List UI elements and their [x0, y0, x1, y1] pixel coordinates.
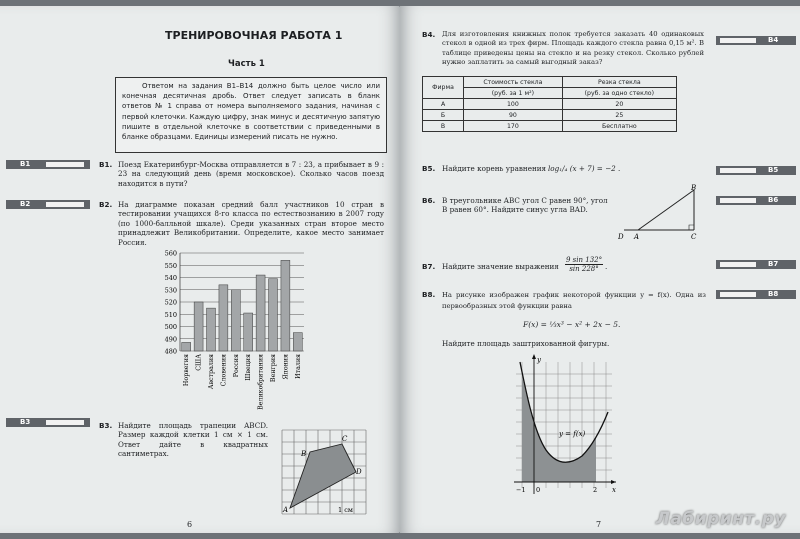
x-tick-label: Великобритания: [257, 354, 265, 410]
y-tick-label: 540: [164, 274, 177, 282]
x-tick-label: Венгрия: [270, 354, 277, 383]
bar-9: [281, 260, 290, 351]
b6-text: В треугольнике ABC угол C равен 90°, угол B равен 60°. Найдите синус угла BAD.: [442, 196, 608, 215]
bar-1: [182, 342, 191, 351]
bar-5: [231, 290, 240, 351]
b3-number: B3.: [99, 421, 113, 430]
tick-two: 2: [593, 486, 598, 494]
vertex-a: A: [283, 506, 289, 514]
vertex-c: C: [342, 435, 348, 443]
page-number-6: 6: [187, 520, 193, 529]
b7-tail: .: [605, 262, 608, 271]
tab-b7: B7: [716, 260, 796, 269]
tab-b1: B1: [6, 160, 90, 169]
vertex-b: B: [301, 450, 307, 458]
cell-size-label: 1 см: [338, 506, 353, 514]
y-tick-label: 480: [164, 347, 177, 356]
y-tick-label: 560: [164, 249, 177, 258]
subheader-cutting: (руб. за одно стекло): [562, 88, 676, 99]
b7-numerator: 9 sin 132°: [566, 256, 603, 264]
tab-b4: B4: [716, 36, 796, 45]
y-tick-label: 510: [164, 310, 177, 319]
tab-b5: B5: [716, 166, 796, 175]
b8-question: Найдите площадь заштрихованной фигуры.: [442, 339, 610, 348]
bar-2: [194, 302, 203, 351]
bar-10: [293, 333, 302, 351]
trapezoid-shape: [290, 444, 356, 508]
x-tick-label: Россия: [232, 354, 240, 378]
right-page: [400, 6, 800, 533]
table-row: В 170 Бесплатно: [423, 121, 677, 132]
x-tick-label: Италия: [294, 354, 302, 379]
triangle-vertex-c: C: [691, 233, 697, 241]
subheader-glass-cost: (руб. за 1 м²): [464, 88, 563, 99]
x-tick-label: Швеция: [245, 354, 253, 381]
b7-number: B7.: [422, 262, 436, 271]
tab-b8: B8: [716, 290, 796, 299]
tab-b3: B3: [6, 418, 90, 427]
trapezoid-figure: [278, 424, 370, 520]
country-score-chart: [150, 249, 310, 414]
y-tick-label: 550: [164, 261, 177, 270]
b6-number: B6.: [422, 196, 436, 205]
b3-text: Найдите площадь трапеции ABCD. Размер каждой клетки 1 см × 1 см. Ответ дайте в квадратных сантиметрах.: [118, 421, 268, 459]
watermark-logo: Лабиринт.ру: [655, 509, 786, 529]
table-row: Б 90 25: [423, 110, 677, 121]
firms-table: [422, 76, 677, 132]
axis-y-label: y: [537, 356, 541, 364]
page-number-7: 7: [596, 520, 602, 529]
b1-number: B1.: [99, 160, 113, 169]
bar-4: [219, 285, 228, 351]
function-graph: [512, 352, 622, 502]
header-firm: Фирма: [423, 77, 464, 99]
work-title: ТРЕНИРОВОЧНАЯ РАБОТА 1: [165, 29, 343, 42]
table-row: А 100 20: [423, 99, 677, 110]
x-tick-label: Австралия: [208, 354, 215, 390]
vertex-d: D: [356, 468, 362, 476]
y-tick-label: 490: [164, 335, 177, 344]
left-page: [0, 6, 400, 533]
bar-6: [244, 313, 253, 351]
axis-x-label: x: [612, 486, 616, 494]
b7-text: Найдите значение выражения: [442, 262, 559, 271]
y-tick-label: 530: [164, 286, 177, 295]
triangle-vertex-d: D: [618, 233, 624, 241]
header-cutting: Резка стекла: [562, 77, 676, 88]
tab-b6: B6: [716, 196, 796, 205]
b4-text: Для изготовления книжных полок требуется заказать 40 одинаковых стекол в одной из трех фирм. Площадь каждого стекла равна 0,15 м². В таблице приведены цены на стекло и на резку стекол. Сколько рублей нужно заплатить за самый выгодный заказ?: [442, 30, 704, 67]
b5-formula: log₁/₄ (x + 7) = −2 .: [548, 164, 621, 173]
b8-formula: F(x) = ⅓x³ − x² + 2x − 5.: [523, 320, 621, 329]
b1-text: Поезд Екатеринбург-Москва отправляется в 7 : 23, а прибывает в 9 : 23 на следующий день (время московское). Сколько часов поезд находится в пути?: [118, 160, 384, 188]
tick-minus-one: −1: [516, 486, 526, 494]
y-tick-label: 520: [164, 298, 177, 307]
x-tick-label: Словения: [220, 354, 228, 387]
x-tick-label: США: [195, 354, 203, 371]
part-title: Часть 1: [228, 59, 265, 69]
b8-number: B8.: [422, 290, 436, 299]
bar-8: [269, 279, 278, 351]
instruction-box: [115, 77, 387, 153]
curve-label: y = f(x): [559, 430, 586, 438]
bar-3: [207, 308, 216, 351]
b8-text: На рисунке изображен график некоторой функции y = f(x). Одна из первообразных этой функции равна: [442, 291, 706, 310]
tick-zero: 0: [536, 486, 541, 494]
tab-b2: B2: [6, 200, 90, 209]
b5-number: B5.: [422, 164, 436, 173]
b7-fraction: [565, 256, 603, 273]
triangle-figure: [618, 184, 702, 242]
triangle-vertex-b: B: [691, 184, 697, 192]
triangle-vertex-a: A: [634, 233, 640, 241]
b5-text: Найдите корень уравнения: [442, 164, 547, 173]
b2-number: B2.: [99, 200, 113, 209]
x-tick-label: Япония: [282, 354, 290, 380]
b2-text: На диаграмме показан средний балл участников 10 стран в тестировании учащихся 8-го класса по естествознанию в 2007 году (по 1000-балльной шкале). Среди указанных стран второе место принадлежит Великобритании. Определите, какое место занимает Россия.: [118, 200, 384, 247]
bar-7: [256, 275, 265, 351]
b4-number: B4.: [422, 30, 436, 39]
instruction-text: Ответом на задания В1–В14 должно быть целое число или конечная десятичная дробь. Ответ следует записать в бланк ответов № 1 справа от номера выполняемого задания, начиная с первой клеточки. Каждую цифру, знак минус и десятичную запятую пишите в отдельной клеточке в соответствии с приведенными в бланке образцами. Единицы измерений писать не нужно.: [122, 82, 380, 142]
b7-denominator: sin 228°: [569, 265, 599, 273]
x-tick-label: Норвегия: [183, 354, 191, 387]
header-glass-cost: Стоимость стекла: [464, 77, 563, 88]
y-tick-label: 500: [164, 323, 177, 331]
